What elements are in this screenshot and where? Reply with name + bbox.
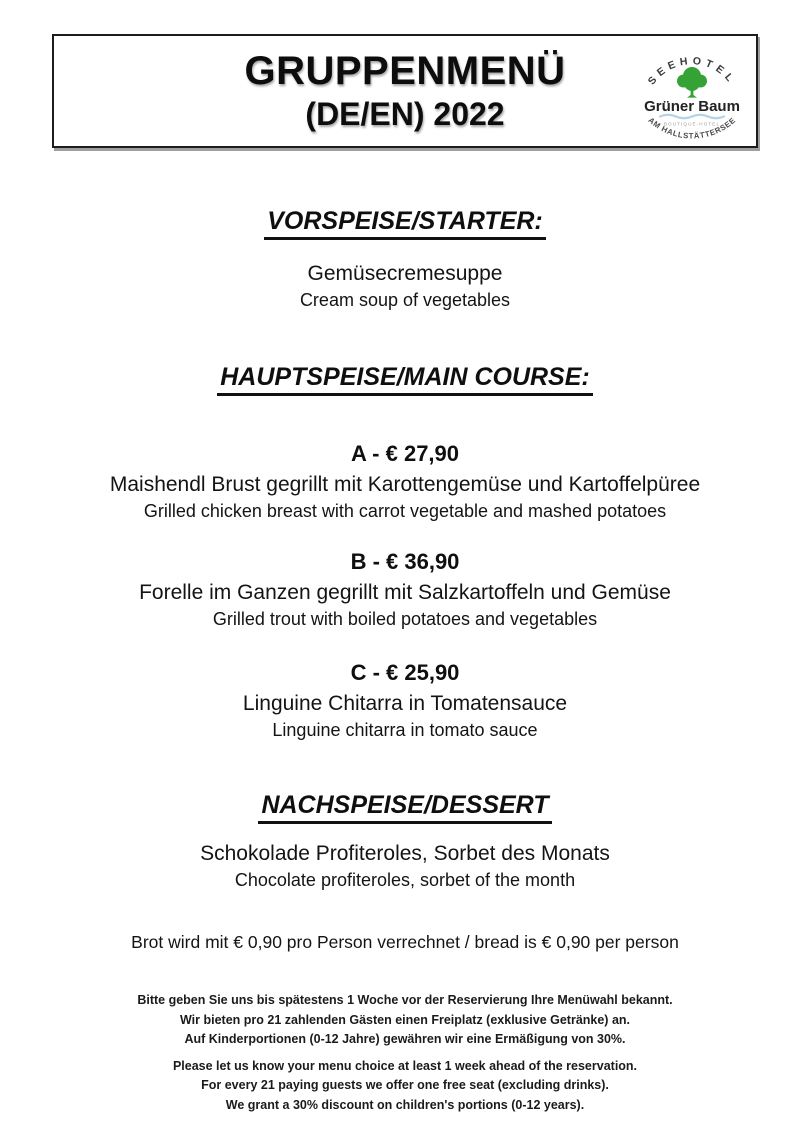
option-c-price: C - € 25,90 — [350, 660, 460, 685]
main-course-section-heading — [0, 362, 810, 396]
logo-arc-top-text: SEEHOTEL — [645, 54, 739, 88]
footer-notes-german — [0, 991, 810, 1050]
footer-note-en-line: Please let us know your menu choice at least 1 week ahead of the reservation. — [172, 1058, 638, 1073]
tree-icon — [677, 67, 707, 98]
dessert-heading-label: NACHSPEISE/DESSERT — [258, 790, 551, 824]
logo-tagline: BOUTIQUE-HOTEL — [663, 121, 721, 127]
bread-price-note: Brot wird mit € 0,90 pro Person verrechnet / bread is € 0,90 per person — [131, 932, 679, 952]
hotel-logo — [633, 40, 751, 142]
option-c-dish-de: Linguine Chitarra in Tomatensauce — [242, 692, 568, 715]
page-subtitle: (DE/EN) 2022 — [305, 96, 505, 133]
starter-heading-label: VORSPEISE/STARTER: — [264, 206, 546, 240]
dessert-section-heading — [0, 790, 810, 824]
footer-note-en-line: We grant a 30% discount on children's portions (0-12 years). — [225, 1097, 585, 1112]
header-box — [52, 34, 758, 148]
footer-note-de-line: Auf Kinderportionen (0-12 Jahre) gewähren wir eine Ermäßigung von 30%. — [184, 1032, 626, 1046]
logo-hotel-name: Grüner Baum — [644, 98, 740, 115]
svg-text:AM HALLSTÄTTERSEE — [647, 116, 738, 141]
main-course-heading-label: HAUPTSPEISE/MAIN COURSE: — [217, 362, 592, 396]
starter-dish-en: Cream soup of vegetables — [299, 290, 511, 310]
menu-option-b — [0, 548, 810, 631]
option-a-price: A - € 27,90 — [350, 441, 460, 466]
logo-arc-bottom-text: AM HALLSTÄTTERSEE — [646, 115, 738, 141]
option-c-dish-en: Linguine chitarra in tomato sauce — [272, 720, 538, 740]
option-b-price: B - € 36,90 — [350, 549, 460, 574]
footer-notes-english — [0, 1057, 810, 1116]
option-b-dish-de: Forelle im Ganzen gegrillt mit Salzkartoffeln und Gemüse — [139, 581, 671, 604]
menu-option-a — [0, 440, 810, 523]
footer-note-de-line: Bitte geben Sie uns bis spätestens 1 Woche vor der Reservierung Ihre Menüwahl bekannt. — [137, 993, 673, 1007]
page-title: GRUPPENMENÜ — [244, 49, 566, 94]
starter-section-heading — [0, 206, 810, 240]
menu-option-c — [0, 659, 810, 742]
option-b-dish-en: Grilled trout with boiled potatoes and vegetables — [212, 609, 598, 629]
dessert-dish-de: Schokolade Profiteroles, Sorbet des Monats — [200, 842, 610, 865]
dessert-dish-en: Chocolate profiteroles, sorbet of the month — [234, 870, 576, 890]
starter-dish-de: Gemüsecremesuppe — [307, 262, 503, 285]
wave-icon — [660, 115, 724, 119]
option-a-dish-de: Maishendl Brust gegrillt mit Karottengemüse und Kartoffelpüree — [109, 473, 701, 496]
option-a-dish-en: Grilled chicken breast with carrot vegetable and mashed potatoes — [143, 501, 667, 521]
footer-note-en-line: For every 21 paying guests we offer one free seat (excluding drinks). — [201, 1078, 609, 1092]
footer-note-de-line: Wir bieten pro 21 zahlenden Gästen einen Freiplatz (exklusive Getränke) an. — [179, 1012, 631, 1027]
